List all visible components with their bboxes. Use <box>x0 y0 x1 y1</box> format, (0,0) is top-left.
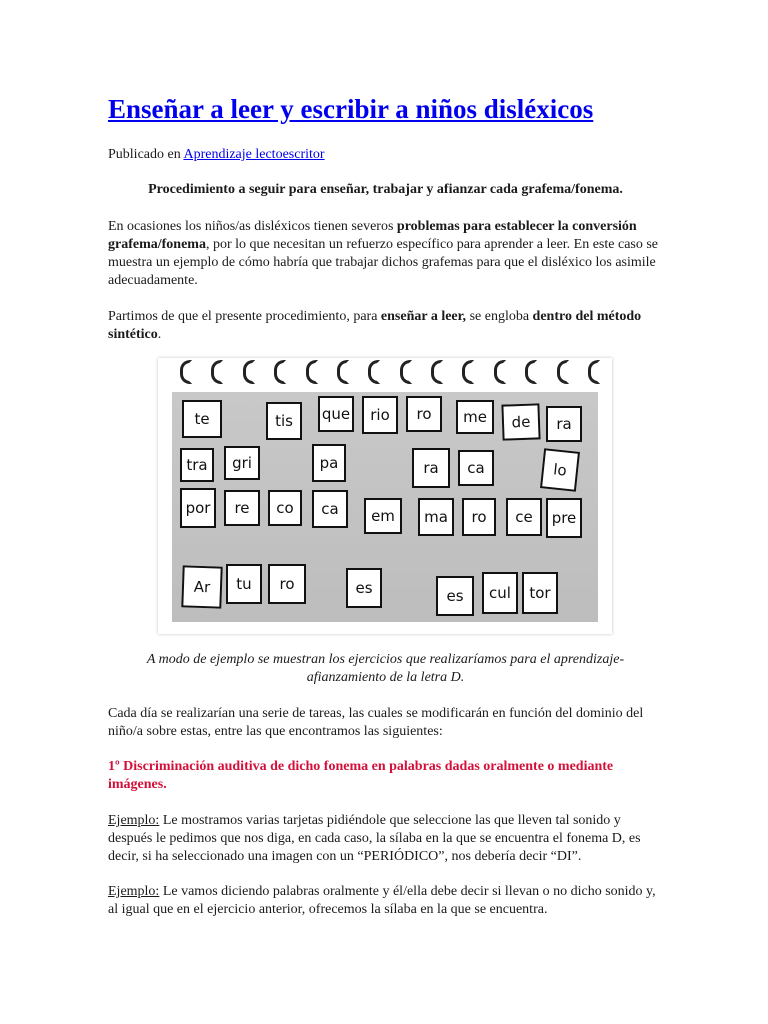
text-span: En ocasiones los niños/as disléxicos tienen severos <box>108 219 397 234</box>
spiral-binding <box>180 358 600 388</box>
ring-icon <box>494 360 506 384</box>
syllable-card: Ar <box>181 565 222 608</box>
syllable-card: tra <box>180 448 214 482</box>
syllable-card: me <box>456 400 494 434</box>
syllable-card: de <box>501 403 540 440</box>
ring-icon <box>243 360 255 384</box>
example-label: Ejemplo: <box>108 813 160 828</box>
ring-icon <box>337 360 349 384</box>
ring-icon <box>525 360 537 384</box>
syllable-card: ca <box>312 490 348 528</box>
ring-icon <box>274 360 286 384</box>
text-span: se engloba <box>466 309 533 324</box>
syllable-card: co <box>268 490 302 526</box>
ring-icon <box>400 360 412 384</box>
bold-span: enseñar a leer, <box>380 309 467 324</box>
syllable-card: ro <box>462 498 496 536</box>
syllable-card: pa <box>312 444 346 482</box>
syllable-card: tu <box>226 564 262 604</box>
paragraph-intro <box>108 218 668 290</box>
syllable-card: ma <box>418 498 454 536</box>
syllable-card: tor <box>522 572 558 614</box>
published-line <box>108 146 325 164</box>
article-title[interactable]: Enseñar a leer y escribir a niños disléxicos <box>108 94 594 124</box>
ring-icon <box>588 360 600 384</box>
ring-icon <box>462 360 474 384</box>
syllable-cards-image <box>158 358 612 634</box>
syllable-card: pre <box>546 498 582 538</box>
syllable-card: ce <box>506 498 542 536</box>
ring-icon <box>557 360 569 384</box>
text-span: Partimos de que el presente procedimiento, para <box>108 309 381 324</box>
syllable-card: cul <box>482 572 518 614</box>
syllable-card: tis <box>266 402 302 440</box>
syllable-card: por <box>180 488 216 528</box>
syllable-card: ra <box>412 448 450 488</box>
published-prefix: Publicado en <box>108 147 181 162</box>
syllable-card: te <box>182 400 222 438</box>
section-heading-1: 1º Discriminación auditiva de dicho fonema en palabras dadas oralmente o mediante imágenes. <box>108 759 614 792</box>
bold-span: problemas para establecer la conversión grafema/fonema <box>108 219 637 252</box>
syllable-card: ca <box>458 450 494 486</box>
syllable-card: ro <box>406 396 442 432</box>
cards-board <box>172 392 598 622</box>
syllable-card: rio <box>362 396 398 434</box>
image-caption: A modo de ejemplo se muestran los ejercicios que realizaríamos para el aprendizaje-afianzamiento de la letra D. <box>146 652 625 685</box>
text-span: . <box>157 327 162 342</box>
article-subtitle: Procedimiento a seguir para enseñar, trabajar y afianzar cada grafema/fonema. <box>148 182 623 197</box>
paragraph-method <box>108 308 668 344</box>
ring-icon <box>211 360 223 384</box>
ring-icon <box>368 360 380 384</box>
syllable-card: ro <box>268 564 306 604</box>
example-2 <box>108 883 668 919</box>
ring-icon <box>180 360 192 384</box>
ring-icon <box>306 360 318 384</box>
bold-span: dentro del método sintético <box>108 309 642 342</box>
category-link[interactable]: Aprendizaje lectoescritor <box>183 147 325 162</box>
syllable-card: que <box>318 396 354 432</box>
syllable-card: re <box>224 490 260 526</box>
syllable-card: es <box>436 576 474 616</box>
example-label: Ejemplo: <box>108 884 160 899</box>
example-text: Le mostramos varias tarjetas pidiéndole que seleccione las que lleven tal sonido y después le pedimos que nos diga, en cada caso, la sílaba en la que se encuentra el fonema D, es decir, si ha seleccionado una imagen con un “PERIÓDICO”, nos debería decir “DI”. <box>108 813 641 864</box>
syllable-card: gri <box>224 446 260 480</box>
syllable-card: es <box>346 568 382 608</box>
text-span: , por lo que necesitan un refuerzo específico para aprender a leer. En este caso se muestra un ejemplo de cómo habría que trabajar dichos grafemas para que el disléxico los asimile adecuadamente. <box>108 237 659 288</box>
example-text: Le vamos diciendo palabras oralmente y él/ella debe decir si llevan o no dicho sonido y, al igual que en el ejercicio anterior, ofrecemos la sílaba en la que se encuentra. <box>108 884 656 917</box>
syllable-card: em <box>364 498 402 534</box>
example-1 <box>108 812 668 866</box>
syllable-card: ra <box>546 406 582 442</box>
syllable-card: lo <box>540 448 580 492</box>
paragraph-tasks: Cada día se realizarían una serie de tareas, las cuales se modificarán en función del dominio del niño/a sobre estas, entre las que encontramos las siguientes: <box>108 706 644 739</box>
ring-icon <box>431 360 443 384</box>
